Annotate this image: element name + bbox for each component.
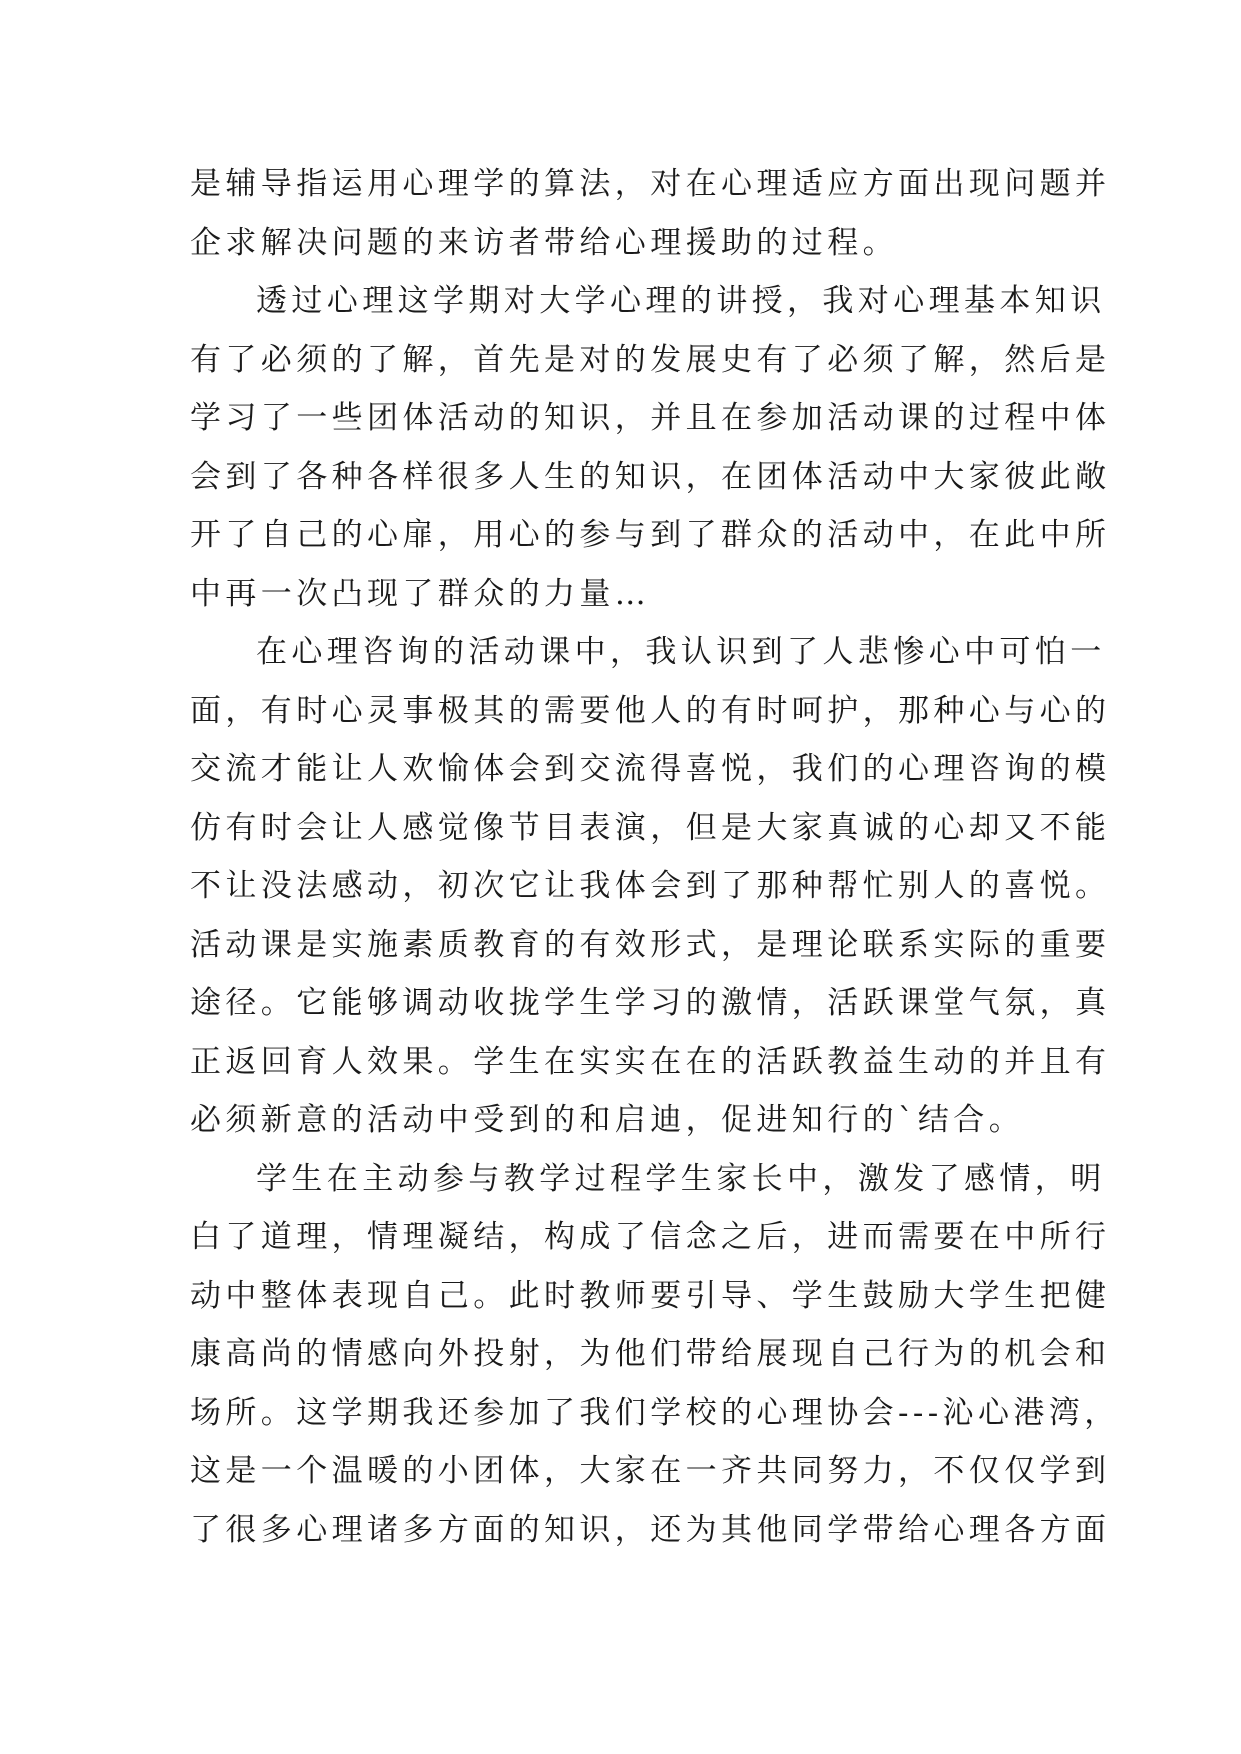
- document-body: [190, 155, 1120, 1559]
- text-line: 交流才能让人欢愉体会到交流得喜悦，我们的心理咨询的模: [190, 751, 1111, 787]
- text-line: 了很多心理诸多方面的知识，还为其他同学带给心理各方面: [190, 1511, 1111, 1548]
- text-line: 正返回育人效果。学生在实实在在的活跃教益生动的并且有: [190, 1043, 1111, 1080]
- text-line: 是辅导指运用心理学的算法，对在心理适应方面出现问题并: [190, 166, 1111, 202]
- paragraph-start-line: 在心理咨询的活动课中，我认识到了人悲惨心中可怕一: [256, 634, 1106, 670]
- text-line: 不让没法感动，初次它让我体会到了那种帮忙别人的喜悦。: [190, 868, 1111, 904]
- text-line: 企求解决问题的来访者带给心理援助的过程。: [190, 224, 898, 261]
- text-line: 中再一次凸现了群众的力量…: [190, 575, 651, 612]
- text-line: 这是一个温暖的小团体，大家在一齐共同努力，不仅仅学到: [190, 1453, 1111, 1489]
- text-line: 白了道理，情理凝结，构成了信念之后，进而需要在中所行: [190, 1219, 1111, 1255]
- text-line: 必须新意的活动中受到的和启迪，促进知行的`结合。: [190, 1102, 1025, 1138]
- text-line: 有了必须的了解，首先是对的发展史有了必须了解，然后是: [190, 341, 1111, 378]
- text-line: 面，有时心灵事极其的需要他人的有时呵护，那种心与心的: [190, 692, 1111, 729]
- text-line: 康高尚的情感向外投射，为他们带给展现自己行为的机会和: [190, 1336, 1111, 1372]
- text-line: 会到了各种各样很多人生的知识，在团体活动中大家彼此敞: [190, 458, 1111, 495]
- text-line: 活动课是实施素质教育的有效形式，是理论联系实际的重要: [190, 926, 1111, 963]
- text-line: 场所。这学期我还参加了我们学校的心理协会---沁心港湾，: [190, 1394, 1120, 1431]
- text-line: 途径。它能够调动收拢学生学习的激情，活跃课堂气氛，真: [190, 985, 1111, 1021]
- paragraph-start-line: 学生在主动参与教学过程学生家长中，激发了感情，明: [256, 1160, 1106, 1197]
- text-line: 动中整体表现自己。此时教师要引导、学生鼓励大学生把健: [190, 1277, 1111, 1314]
- text-line: 学习了一些团体活动的知识，并且在参加活动课的过程中体: [190, 400, 1111, 436]
- text-line: 仿有时会让人感觉像节目表演，但是大家真诚的心却又不能: [190, 809, 1111, 846]
- paragraph-start-line: 透过心理这学期对大学心理的讲授，我对心理基本知识: [256, 283, 1106, 319]
- text-line: 开了自己的心扉，用心的参与到了群众的活动中，在此中所: [190, 517, 1111, 553]
